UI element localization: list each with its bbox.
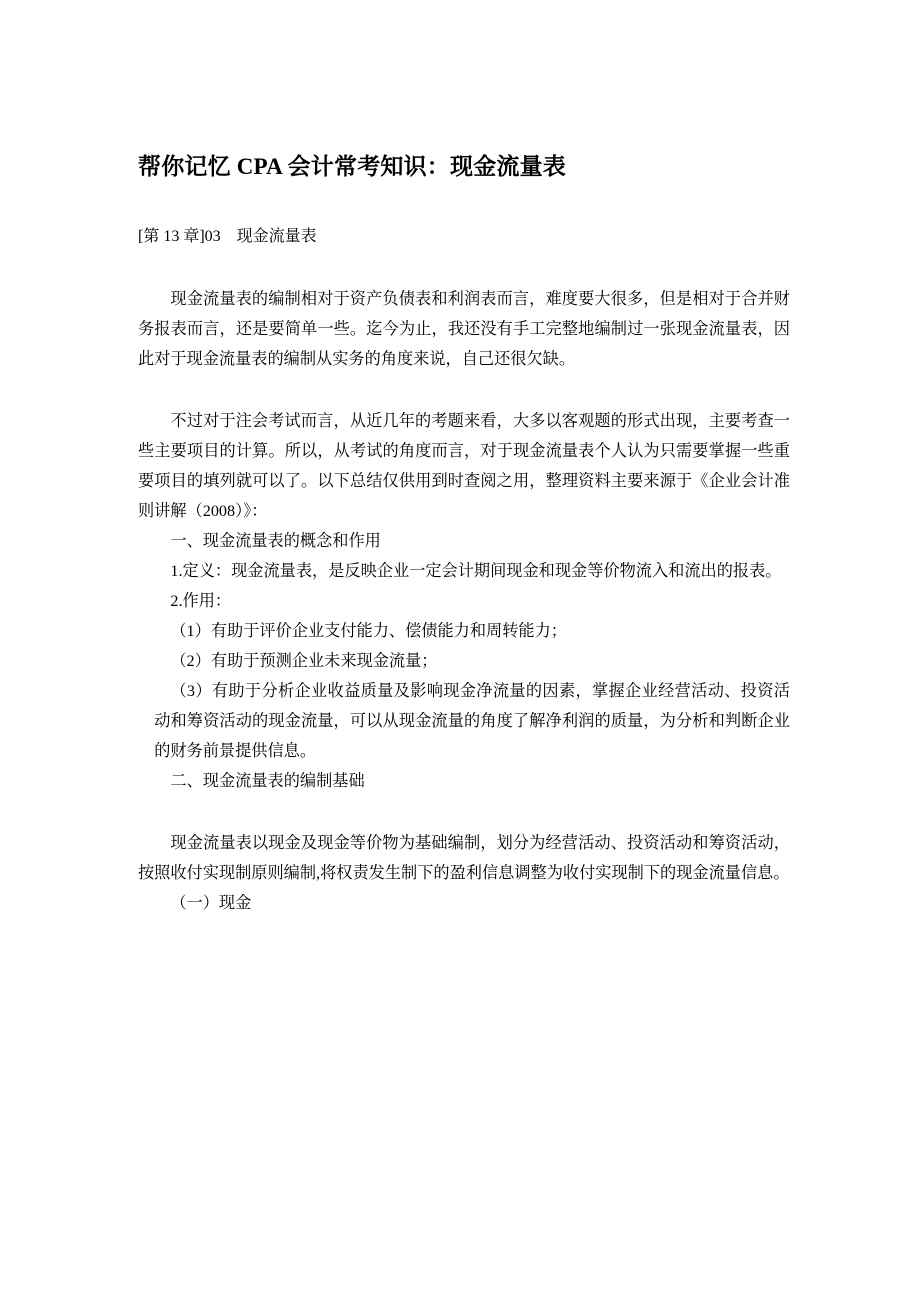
list-item-function: 2.作用： <box>170 592 232 610</box>
list-item-function-2: （2）有助于预测企业未来现金流量； <box>170 652 438 670</box>
list-item-function-3: （3）有助于分析企业收益质量及影响现金净流量的因素，掌握企业经营活动、投资活动和筹资活动的现金流量，可以从现金流量的角度了解净利润的质量，为分析和判断企业的财务前景提供信息。 <box>154 682 790 760</box>
section-heading-1: 一、现金流量表的概念和作用 <box>170 532 381 550</box>
paragraph-intro-2: 不过对于注会考试而言，从近几年的考题来看，大多以客观题的形式出现，主要考查一些主要项目的计算。所以，从考试的角度而言，对于现金流量表个人认为只需要掌握一些重要项目的填列就可以了。以下总结仅供用到时查阅之用，整理资料主要来源于《企业会计准则讲解（2008）》： <box>138 412 790 520</box>
list-item-function-1: （1）有助于评价企业支付能力、偿债能力和周转能力； <box>170 622 567 640</box>
list-item-definition: 1.定义：现金流量表，是反映企业一定会计期间现金和现金等价物流入和流出的报表。 <box>170 562 782 580</box>
page-title: 帮你记忆 CPA 会计常考知识：现金流量表 <box>138 154 566 179</box>
section-heading-2: 二、现金流量表的编制基础 <box>170 772 365 790</box>
chapter-reference: [第 13 章]03 现金流量表 <box>138 228 317 245</box>
paragraph-section-2-body: 现金流量表以现金及现金等价物为基础编制，划分为经营活动、投资活动和筹资活动，按照收付实现制原则编制,将权责发生制下的盈利信息调整为收付实现制下的现金流量信息。 <box>138 834 790 882</box>
paragraph-intro-1: 现金流量表的编制相对于资产负债表和利润表而言，难度要大很多，但是相对于合并财务报表而言，还是要简单一些。迄今为止，我还没有手工完整地编制过一张现金流量表，因此对于现金流量表的编制从实务的角度来说，自己还很欠缺。 <box>138 290 790 368</box>
subsection-heading-1: （一）现金 <box>170 894 252 912</box>
document-body <box>138 152 790 918</box>
